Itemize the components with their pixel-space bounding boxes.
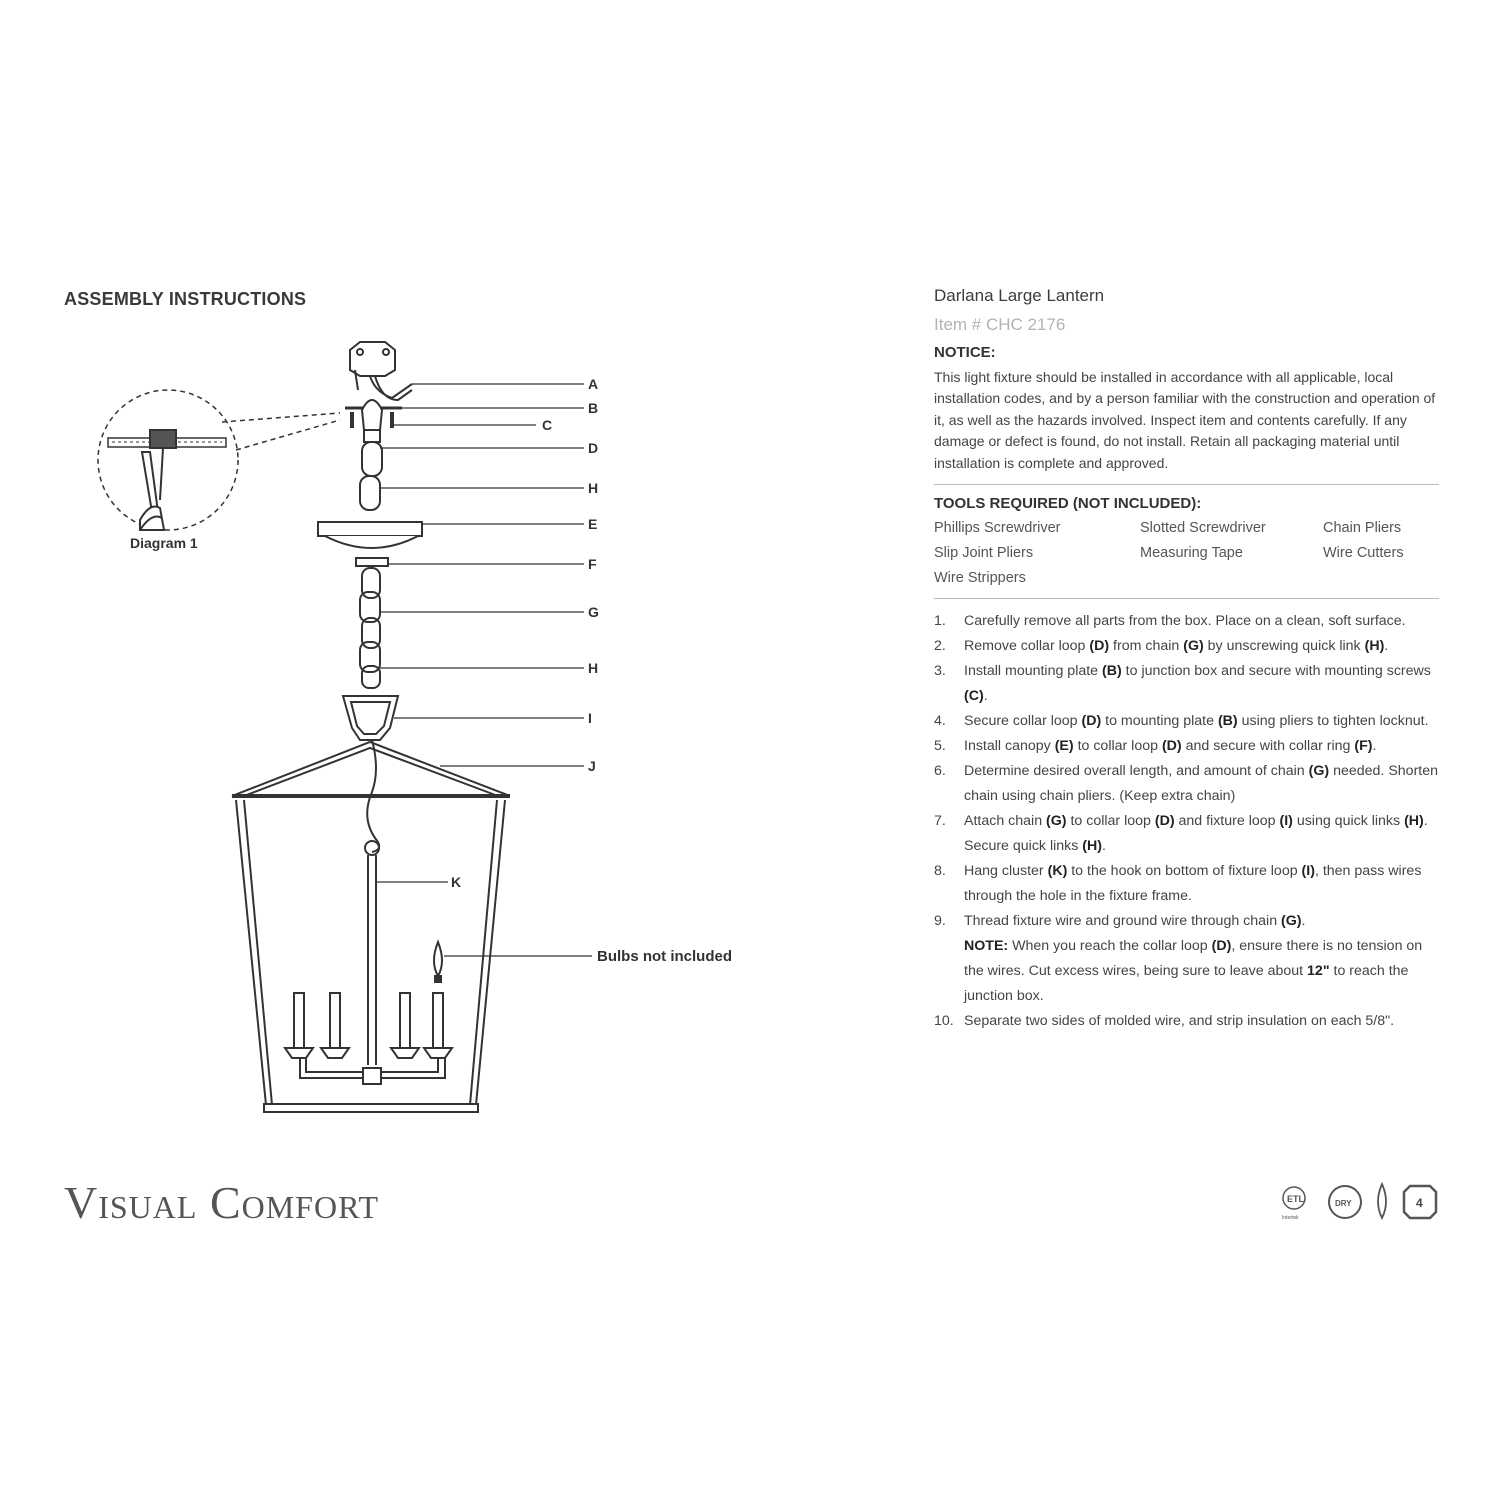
- step-text: Install canopy (E) to collar loop (D) and secure with collar ring (F).: [964, 738, 1377, 755]
- step-number: 1.: [934, 613, 946, 630]
- etl-listed-icon: [1282, 1187, 1305, 1221]
- step-item: [934, 634, 1439, 659]
- step-item: [934, 609, 1439, 634]
- tool-item: Slip Joint Pliers: [934, 545, 1034, 562]
- part-label-d: D: [588, 440, 599, 456]
- instructions-panel: [934, 286, 1439, 1034]
- part-label-i: I: [588, 710, 592, 726]
- bulb-count-icon: [1404, 1186, 1436, 1218]
- dry-rating-icon: [1329, 1186, 1361, 1218]
- part-label-h-bottom: H: [588, 660, 599, 676]
- step-text: Thread fixture wire and ground wire through chain (G). NOTE: When you reach the collar loop (D), ensure there is no tension on the wires. Cut excess wires, being sure to leave about 12" to reach the junction box.: [964, 913, 1423, 1005]
- tool-item: Slotted Screwdriver: [1140, 520, 1266, 537]
- step-number: 7.: [934, 813, 946, 830]
- tool-item: Chain Pliers: [1323, 520, 1402, 537]
- step-text: Carefully remove all parts from the box. Place on a clean, soft surface.: [964, 613, 1406, 630]
- step-text: Secure collar loop (D) to mounting plate (B) using pliers to tighten locknut.: [964, 713, 1429, 730]
- assembly-diagram: [0, 330, 900, 1130]
- part-label-c: C: [542, 417, 553, 433]
- part-label-f: F: [588, 556, 597, 572]
- step-text: Determine desired overall length, and amount of chain (G) needed. Shorten chain using chain pliers. (Keep extra chain): [964, 763, 1439, 805]
- bulbs-note: Bulbs not included: [597, 948, 732, 965]
- certification-icons: [1270, 1178, 1445, 1228]
- diagram-caption: Diagram 1: [130, 535, 198, 551]
- part-label-b: B: [588, 400, 599, 416]
- tool-item: Measuring Tape: [1140, 545, 1243, 562]
- part-label-a: A: [588, 376, 599, 392]
- item-number: Item # CHC 2176: [934, 315, 1066, 334]
- step-item: [934, 859, 1439, 909]
- step-item: [934, 659, 1439, 709]
- brand-logo: Visual Comfort: [64, 1177, 380, 1228]
- part-label-g: G: [588, 604, 599, 620]
- tools-heading: TOOLS REQUIRED (NOT INCLUDED):: [934, 495, 1202, 513]
- product-name: Darlana Large Lantern: [934, 286, 1105, 305]
- tool-item: Wire Strippers: [934, 570, 1026, 587]
- part-label-k: K: [451, 874, 462, 890]
- step-item: [934, 759, 1439, 809]
- step-item: [934, 809, 1439, 859]
- step-number: 3.: [934, 663, 946, 680]
- step-number: 5.: [934, 738, 946, 755]
- step-number: 4.: [934, 713, 946, 730]
- divider: [934, 484, 1439, 485]
- step-number: 6.: [934, 763, 946, 780]
- notice-heading: NOTICE:: [934, 344, 996, 361]
- dry-label: DRY: [1335, 1199, 1352, 1208]
- step-number: 8.: [934, 863, 946, 880]
- step-item: [934, 709, 1439, 734]
- assembly-steps: [934, 609, 1439, 1034]
- step-number: 10.: [934, 1013, 954, 1030]
- divider: [934, 598, 1439, 599]
- part-label-j: J: [588, 758, 596, 774]
- step-text: Hang cluster (K) to the hook on bottom of fixture loop (I), then pass wires through the hole in the fixture frame.: [964, 863, 1422, 905]
- step-text: Install mounting plate (B) to junction box and secure with mounting screws (C).: [964, 663, 1431, 705]
- flame-bulb-icon: [1378, 1184, 1386, 1218]
- tool-item: Phillips Screwdriver: [934, 520, 1061, 537]
- page-title: ASSEMBLY INSTRUCTIONS: [64, 289, 307, 309]
- step-item: [934, 734, 1439, 759]
- step-text: Remove collar loop (D) from chain (G) by unscrewing quick link (H).: [964, 638, 1389, 655]
- notice-text: This light fixture should be installed in accordance with all applicable, local installation codes, and by a person familiar with the construction and operation of it, as well as the hazards involved. Inspect item and contents carefully. If any damage or defect is found, do not install. Retain all packaging material until installation is complete and approved.: [934, 369, 1436, 471]
- part-label-h-top: H: [588, 480, 599, 496]
- step-text: Separate two sides of molded wire, and strip insulation on each 5/8".: [964, 1013, 1395, 1030]
- bulb-count: 4: [1416, 1196, 1423, 1210]
- tools-list: [934, 518, 1439, 588]
- listing-sub-label: Intertek: [1282, 1215, 1299, 1221]
- part-label-e: E: [588, 516, 598, 532]
- tool-item: Wire Cutters: [1323, 545, 1404, 562]
- step-text: Attach chain (G) to collar loop (D) and fixture loop (I) using quick links (H). Secure quick links (H).: [964, 813, 1428, 855]
- step-number: 2.: [934, 638, 946, 655]
- step-item: [934, 909, 1439, 1009]
- svg-text:ETL: ETL: [1287, 1194, 1304, 1204]
- step-item: [934, 1009, 1439, 1034]
- step-number: 9.: [934, 913, 946, 930]
